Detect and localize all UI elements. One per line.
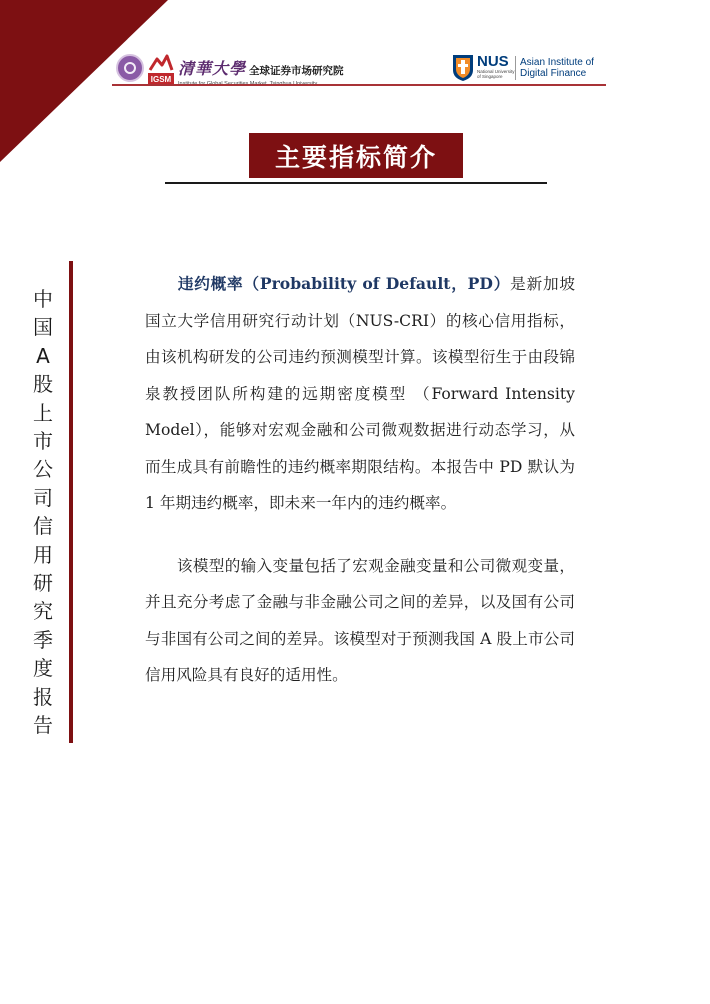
side-accent-bar	[69, 261, 73, 743]
section-title: 主要指标简介	[249, 133, 463, 178]
tsinghua-calligraphy: 清華大學	[178, 59, 247, 78]
title-underline	[165, 182, 547, 184]
tsinghua-institute-name	[178, 56, 344, 87]
side-title-char: 公	[33, 457, 53, 482]
side-report-title	[28, 285, 58, 740]
side-title-char: 股	[33, 372, 53, 397]
nus-crest-icon	[452, 54, 474, 82]
side-title-char: 国	[33, 315, 53, 340]
side-title-char: A	[36, 343, 50, 368]
side-title-char: 上	[33, 400, 53, 425]
aidf-name	[520, 57, 594, 79]
tsinghua-seal-icon	[116, 54, 144, 82]
side-title-char: 用	[33, 542, 53, 567]
nus-subtitle: National University of Singapore	[477, 69, 515, 79]
paragraph-indent	[145, 275, 178, 293]
igsm-logo-icon	[148, 52, 174, 84]
side-title-char: 季	[33, 627, 53, 652]
side-title-char: 究	[33, 599, 53, 624]
pd-definition-text: 是新加坡国立大学信用研究行动计划（NUS-CRI）的核心信用指标，由该机构研发的公司违约预测模型计算。该模型衍生于由段锦泉教授团队所构建的远期密度模型 （Forward Intensity Model），能够对宏观金融和公司微观数据进行动态学习，从而生成具有前瞻性的违约概率期限结构。本报告中 PD 默认为 1 年期违约概率，即未来一年内的违约概率。	[145, 275, 575, 512]
side-title-char: 报	[33, 684, 53, 709]
aidf-line-1: Asian Institute of	[520, 57, 594, 68]
page-header	[112, 52, 606, 88]
side-title-char: 研	[33, 571, 53, 596]
tsinghua-institute-cn: 全球证券市场研究院	[249, 65, 344, 77]
side-title-char: 市	[33, 429, 53, 454]
header-rule	[112, 84, 606, 86]
side-title-char: 信	[33, 514, 53, 539]
side-title-char: 中	[33, 287, 53, 311]
side-title-char: 司	[33, 485, 53, 510]
side-title-char: 告	[33, 713, 53, 738]
side-title-char: 度	[33, 656, 53, 681]
aidf-line-2: Digital Finance	[520, 68, 587, 79]
paragraph-model-inputs: 该模型的输入变量包括了宏观金融变量和公司微观变量，并且充分考虑了金融与非金融公司之间的差异，以及国有公司与非国有公司之间的差异。该模型对于预测我国 A 股上市公司信用风险具有良好的适用性。	[145, 556, 575, 684]
paragraph-pd-definition	[145, 266, 575, 522]
igsm-abbr: IGSM	[150, 75, 172, 84]
main-content	[145, 266, 575, 694]
pd-term: 违约概率（Probability of Default，PD）	[177, 274, 511, 293]
nus-name: NUS	[477, 53, 509, 70]
header-divider	[515, 56, 516, 80]
